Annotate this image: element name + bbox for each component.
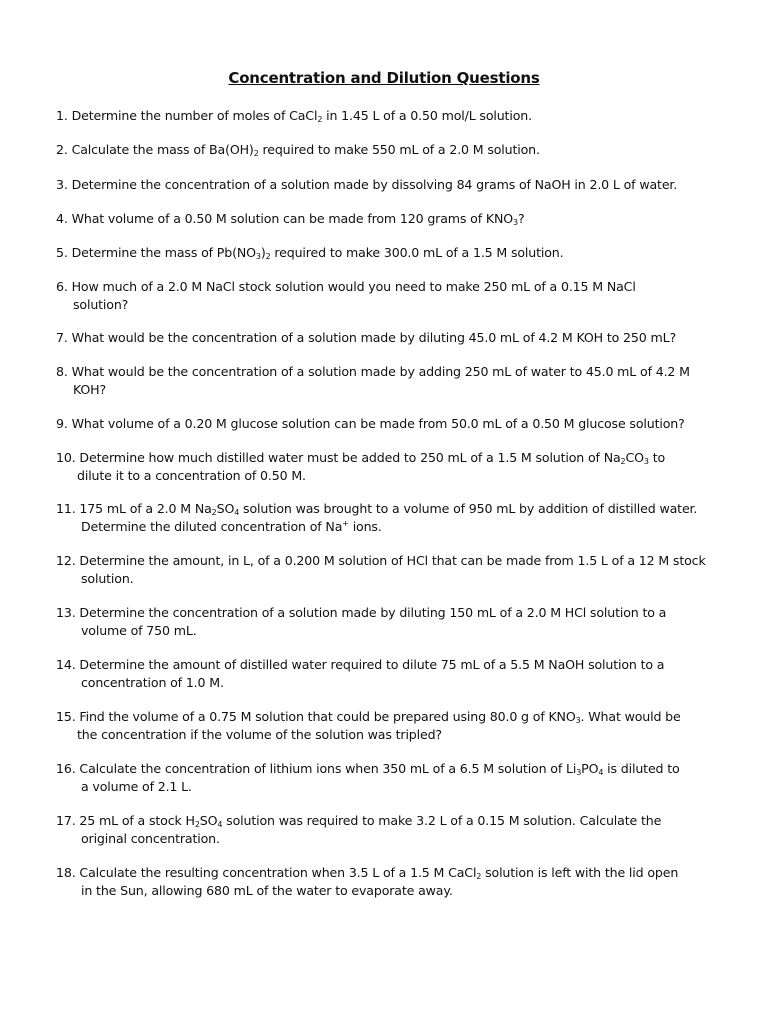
question-text-continued: a volume of 2.1 L. [81,778,192,794]
question-text-continued: Determine the diluted concentration of Na+ ions. [81,518,382,534]
question-10 [56,449,665,484]
question-text: 3. Determine the concentration of a solution made by dissolving 84 grams of NaOH in 2.0 L of water. [56,177,678,192]
question-text: 14. Determine the amount of distilled water required to dilute 75 mL of a 5.5 M NaOH solution to a [56,657,665,672]
question-text: 16. Calculate the concentration of lithium ions when 350 mL of a 6.5 M solution of $Li_3PO_4$ is diluted to [56,761,680,777]
question-2 [56,141,540,159]
question-13 [56,604,666,639]
question-text: 2. Calculate the mass of $Ba(OH)_2$ required to make 550 mL of a 2.0 M solution. [56,142,540,158]
question-14 [56,656,664,691]
question-11 [56,500,697,535]
question-text: 8. What would be the concentration of a solution made by adding 250 mL of water to 45.0 mL of 4.2 M [56,364,690,379]
question-text-continued: solution. [81,570,134,586]
question-text-continued: concentration of 1.0 M. [81,674,224,690]
question-5 [56,244,563,262]
question-4 [56,210,524,228]
question-text: 5. Determine the mass of $Pb(NO_3)_2$ required to make 300.0 mL of a 1.5 M solution. [56,245,564,261]
question-text: 17. 25 mL of a stock $H_2SO_4$ solution was required to make 3.2 L of a 0.15 M solution. Calculate the [56,813,662,829]
question-text-continued: in the Sun, allowing 680 mL of the water to evaporate away. [81,882,453,898]
question-text: 11. 175 mL of a 2.0 M $Na_2SO_4$ solution was brought to a volume of 950 mL by addition of distilled water. [56,501,698,517]
question-text-continued: the concentration if the volume of the solution was tripled? [77,726,442,742]
question-18 [56,864,678,899]
question-16 [56,760,680,795]
question-text: 4. What volume of a 0.50 M solution can be made from 120 grams of $KNO_3$? [56,211,525,227]
question-text-continued: dilute it to a concentration of 0.50 M. [77,467,306,483]
question-9 [56,415,685,433]
question-7 [56,329,676,347]
question-text: 1. Determine the number of moles of CaCl$_2$ in 1.45 L of a 0.50 mol/L solution. [56,108,532,124]
page-title: Concentration and Dilution Questions [228,69,540,87]
question-text: 13. Determine the concentration of a solution made by diluting 150 mL of a 2.0 M HCl solution to a [56,605,667,620]
question-text-continued: original concentration. [81,830,220,846]
question-3 [56,176,677,194]
question-text-continued: solution? [73,296,129,312]
question-text: 10. Determine how much distilled water must be added to 250 mL of a 1.5 M solution of $Na_2CO_3$ to [56,450,666,466]
question-15 [56,708,681,743]
question-6 [56,278,636,313]
question-1 [56,107,532,125]
question-text-continued: KOH? [73,381,107,397]
question-text-continued: volume of 750 mL. [81,622,197,638]
question-text: 18. Calculate the resulting concentration when 3.5 L of a 1.5 M CaCl$_2$ solution is left with the lid open [56,865,679,881]
question-text: 6. How much of a 2.0 M NaCl stock solution would you need to make 250 mL of a 0.15 M NaCl [56,279,636,294]
question-text: 15. Find the volume of a 0.75 M solution that could be prepared using 80.0 g of $KNO_3$. What would be [56,709,681,725]
question-text: 9. What volume of a 0.20 M glucose solution can be made from 50.0 mL of a 0.50 M glucose solution? [56,416,685,431]
question-12 [56,552,706,587]
question-text: 12. Determine the amount, in L, of a 0.200 M solution of HCl that can be made from 1.5 L of a 12 M stock [56,553,706,568]
question-8 [56,363,690,398]
question-text: 7. What would be the concentration of a solution made by diluting 45.0 mL of 4.2 M KOH to 250 mL? [56,330,676,345]
question-17 [56,812,661,847]
